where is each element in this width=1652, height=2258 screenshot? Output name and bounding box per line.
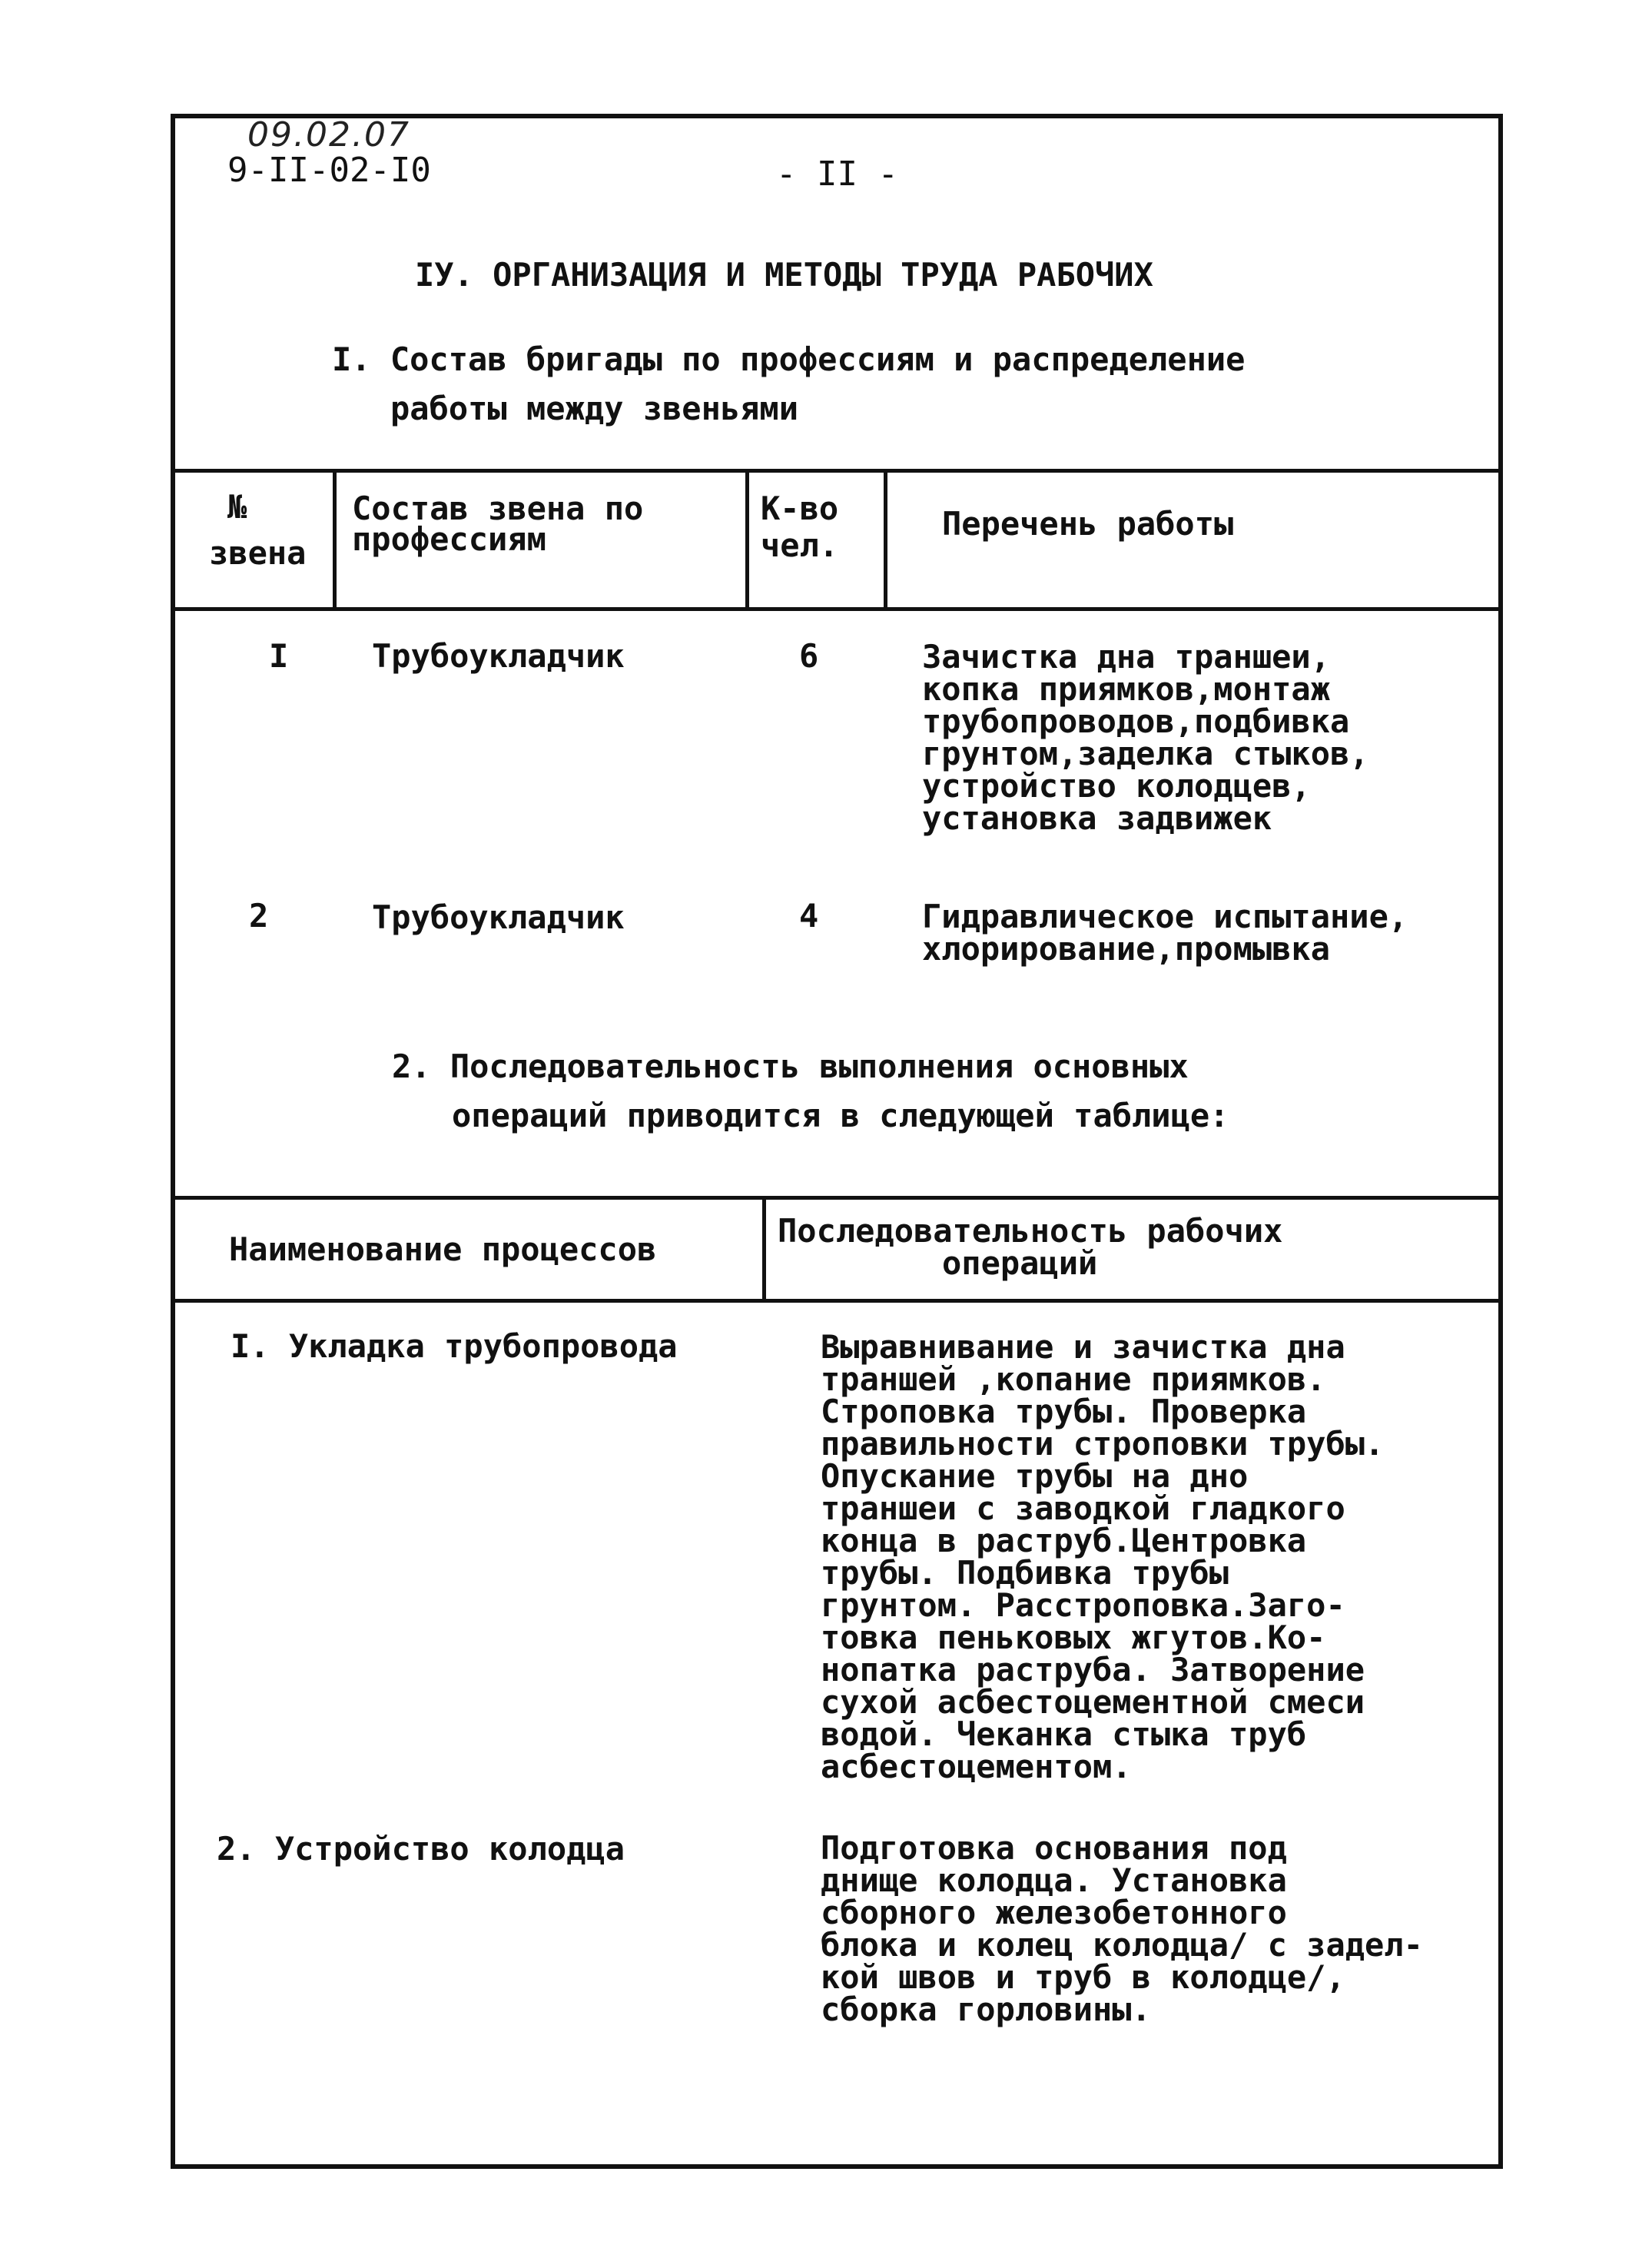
operation-line: днище колодца. Установка [821,1861,1287,1899]
operation-line: товка пеньковых жгутов.Ко- [821,1619,1326,1656]
operation-line: сухой асбестоцементной смеси [821,1683,1365,1721]
table1-col-divider-3 [884,470,887,609]
table2-row1-process: I. Укладка трубопровода [231,1327,678,1365]
table1-header-count-sub: чел. [761,526,839,564]
table1-header-profession-sub: профессиям [352,520,546,558]
operation-line: грунтом. Расстроповка.Заго- [821,1586,1345,1624]
table1-row1-count: 6 [799,637,819,675]
table2-header-operations: Последовательность рабочих [778,1212,1283,1250]
operation-line: Строповка трубы. Проверка [821,1393,1307,1430]
section-title: IУ. ОРГАНИЗАЦИЯ И МЕТОДЫ ТРУДА РАБОЧИХ [415,256,1153,294]
work-line: грунтом,заделка стыков, [922,735,1369,772]
subsection-1-title-line2: работы между звеньями [390,390,799,427]
table1-row1-profession: Трубоукладчик [372,637,625,675]
document-code: 9-II-02-I0 [227,151,431,190]
operation-line: нопатка раструба. Затворение [821,1651,1365,1689]
table1-header-num-sub: звена [209,534,307,572]
work-line: установка задвижек [922,799,1272,837]
table2-col-divider [762,1197,766,1300]
work-line: копка приямков,монтаж [922,670,1331,708]
operation-line: Выравнивание и зачистка дна [821,1328,1345,1366]
work-line: трубопроводов,подбивка [922,702,1350,740]
operation-line: сборка горловины. [821,1991,1151,2028]
handwritten-code: 09.02.07 [247,115,410,154]
subsection-2-title-line1: 2. Последовательность выполнения основных [392,1048,1189,1085]
operation-line: асбестоцементом. [821,1748,1132,1785]
table2-header-operations-sub: операций [942,1244,1098,1282]
operation-line: правильности строповки трубы. [821,1425,1385,1463]
table2-header-process: Наименование процессов [229,1230,657,1268]
operation-line: траншей ,копание приямков. [821,1360,1326,1398]
work-line: хлорирование,промывка [922,930,1331,968]
table1-row1-num: I [269,637,289,675]
operation-line: Подготовка основания под [821,1829,1287,1867]
table1-header-num: № [227,488,247,526]
table1-row2-work [922,898,1408,968]
table1-header-count: К-во [761,490,839,527]
table1-row2-num: 2 [249,897,269,935]
table1-header-profession: Состав звена по [352,490,644,527]
work-line: устройство колодцев, [922,767,1311,805]
table1-row2-count: 4 [799,897,819,935]
operation-line: сборного железобетонного [821,1894,1287,1931]
table1-row1-work [922,638,1369,837]
table2-row2-process: 2. Устройство колодца [217,1830,625,1868]
table1-col-divider-1 [333,470,337,609]
operation-line: трубы. Подбивка трубы [821,1554,1229,1592]
table2-row2-operations [821,1829,1423,2028]
operation-line: кой швов и труб в колодце/, [821,1958,1345,1996]
table1-header-bottom-border [174,607,1500,611]
page-number: - II - [776,154,898,194]
operation-line: водой. Чеканка стыка труб [821,1715,1307,1753]
table1-row2-profession: Трубоукладчик [372,898,625,936]
subsection-2-title-line2: операций приводится в следующей таблице: [452,1097,1229,1134]
table2-row1-operations [821,1328,1385,1785]
work-line: Гидравлическое испытание, [922,898,1408,935]
work-line: Зачистка дна траншеи, [922,638,1331,676]
table1-header-work: Перечень работы [942,505,1234,543]
operation-line: блока и колец колодца/ с задел- [821,1926,1423,1964]
table2-top-border [174,1196,1500,1200]
table1-top-border [174,469,1500,473]
subsection-1-title-line1: I. Состав бригады по профессиям и распределение [332,340,1246,378]
operation-line: Опускание трубы на дно [821,1457,1249,1495]
table1-col-divider-2 [745,470,749,609]
operation-line: конца в раструб.Центровка [821,1522,1307,1559]
operation-line: траншеи с заводкой гладкого [821,1489,1345,1527]
table2-header-bottom-border [174,1299,1500,1303]
